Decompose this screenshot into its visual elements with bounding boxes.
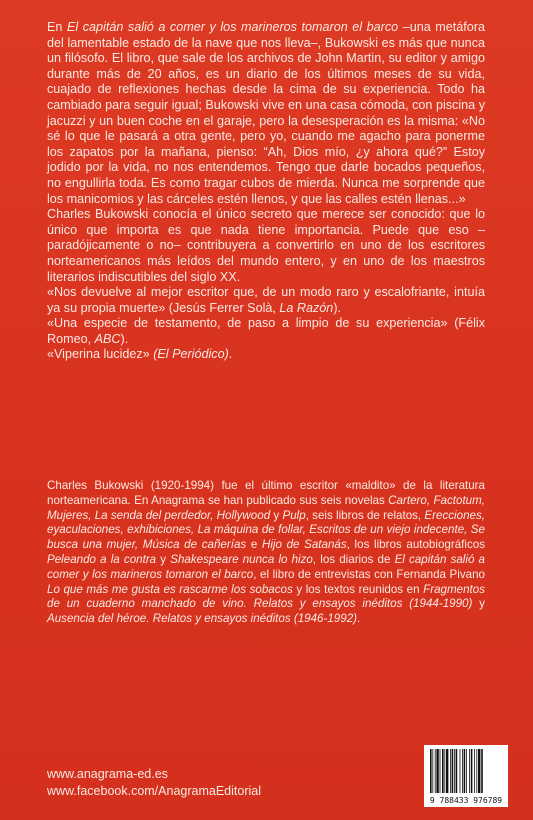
text-run: . [228, 347, 233, 362]
text-run: y [156, 552, 171, 566]
italic-title: (El Periódico) [153, 347, 229, 362]
text-run: , seis libros de relatos, [305, 508, 425, 522]
barcode-icon [430, 749, 502, 793]
barcode-number: 9 788433 976789 [429, 796, 503, 805]
italic-title: Pulp [282, 508, 306, 522]
italic-title: La Razón [279, 300, 334, 315]
synopsis [47, 20, 485, 363]
italic-title: Hijo de Satanás [261, 538, 347, 552]
text-run: y [270, 508, 283, 522]
italic-title: Peleando a la contra [47, 552, 157, 566]
italic-title: Lo que más me gusta es rascarme los sobacos [47, 582, 293, 596]
author-bio [47, 479, 485, 627]
press-quote-2 [47, 316, 485, 347]
text-run: «Viperina lucidez» [47, 347, 154, 362]
text-run: «Una especie de testamento, de paso a limpio de su experiencia» (Félix Romeo, [47, 316, 485, 346]
text-run: , los libros autobiográficos [346, 538, 486, 552]
text-run: , los diarios de [312, 552, 395, 566]
italic-title: Shakespeare nunca lo hizo [170, 552, 313, 566]
text-run: Charles Bukowski conocía el único secreto que merece ser conocido: que lo único que importa es que nada tiene importancia. Puede que eso –paradójicamente o no– contribuyera a convertirlo en uno de los escritores norteamericanos más leídos del mundo entero, y en uno de los maestros literarios indiscutibles del siglo XX. [47, 207, 485, 284]
text-run: ). [333, 300, 342, 315]
website-link[interactable]: www.anagrama-ed.es [47, 767, 168, 781]
publisher-links [47, 766, 261, 800]
italic-title: Ausencia del héroe. Relatos y ensayos inéditos (1946-1992) [47, 612, 358, 626]
italic-title: Erecciones, eyaculaciones, exhibiciones, La máquina de follar, Escritos de un viejo indecente, Se busca una mujer, Música de cañerías [47, 508, 485, 552]
italic-title: Fragmentos de un cuaderno manchado de vino. Relatos y ensayos inéditos (1944-1990) [47, 582, 485, 611]
text-run: ). [120, 331, 129, 346]
italic-title: El capitán salió a comer y los marineros tomaron el barco [66, 20, 399, 34]
facebook-link[interactable]: www.facebook.com/AnagramaEditorial [47, 784, 261, 798]
text-run: . [357, 612, 361, 626]
text-run: y [472, 597, 485, 611]
text-run: «Nos devuelve al mejor escritor que, de un modo raro y escalofriante, intuía ya su propia muerte» (Jesús Ferrer Solà, [47, 285, 485, 315]
press-quote-3 [47, 347, 485, 363]
text-run: y los textos reunidos en [292, 582, 424, 596]
text-run: Charles Bukowski (1920-1994) fue el último escritor «maldito» de la literatura norteamericana. En Anagrama se han publicado sus seis novelas [47, 479, 485, 507]
press-quote-1 [47, 285, 485, 316]
synopsis-paragraph-1 [47, 20, 485, 207]
italic-title: El capitán salió a comer y los marineros tomaron el barco [47, 552, 486, 581]
author-bio-paragraph [47, 479, 485, 627]
synopsis-paragraph-2 [47, 207, 485, 285]
text-run: –una metáfora del lamentable estado de la nave que nos lleva–, Bukowski es más que nunca un filósofo. El libro, que sale de los archivos de John Martin, su editor y amigo durante más de 20 años, es un diario de los últimos meses de su vida, cuajado de reflexiones hechas desde la cima de su experiencia. Todo ha cambiado para seguir igual; Bukowski vive en una casa cómoda, con piscina y jacuzzi y un buen coche en el garaje, pero la desesperación es la misma: «No sé lo que le pasará a otra gente, pero yo, cuando me agacho para ponerme los zapatos por la mañana, pienso: “Ah, Dios mío, ¿y ahora qué?” Estoy jodido por la vida, no nos entendemos. Tengo que darle bocados pequeños, no engullirla toda. Es como tragar cubos de mierda. Nunca me sorprende que los manicomios y las cárceles estén llenos, y que las calles estén llenas...» [47, 20, 485, 206]
text-run: , el libro de entrevistas con Fernanda Pivano [253, 567, 485, 581]
text-run: e [246, 538, 262, 552]
isbn-barcode [424, 745, 508, 807]
italic-title: ABC [94, 331, 121, 346]
italic-title: Cartero, Factotum, Mujeres, La senda del perdedor, Hollywood [47, 493, 485, 522]
text-run: En [47, 20, 67, 34]
